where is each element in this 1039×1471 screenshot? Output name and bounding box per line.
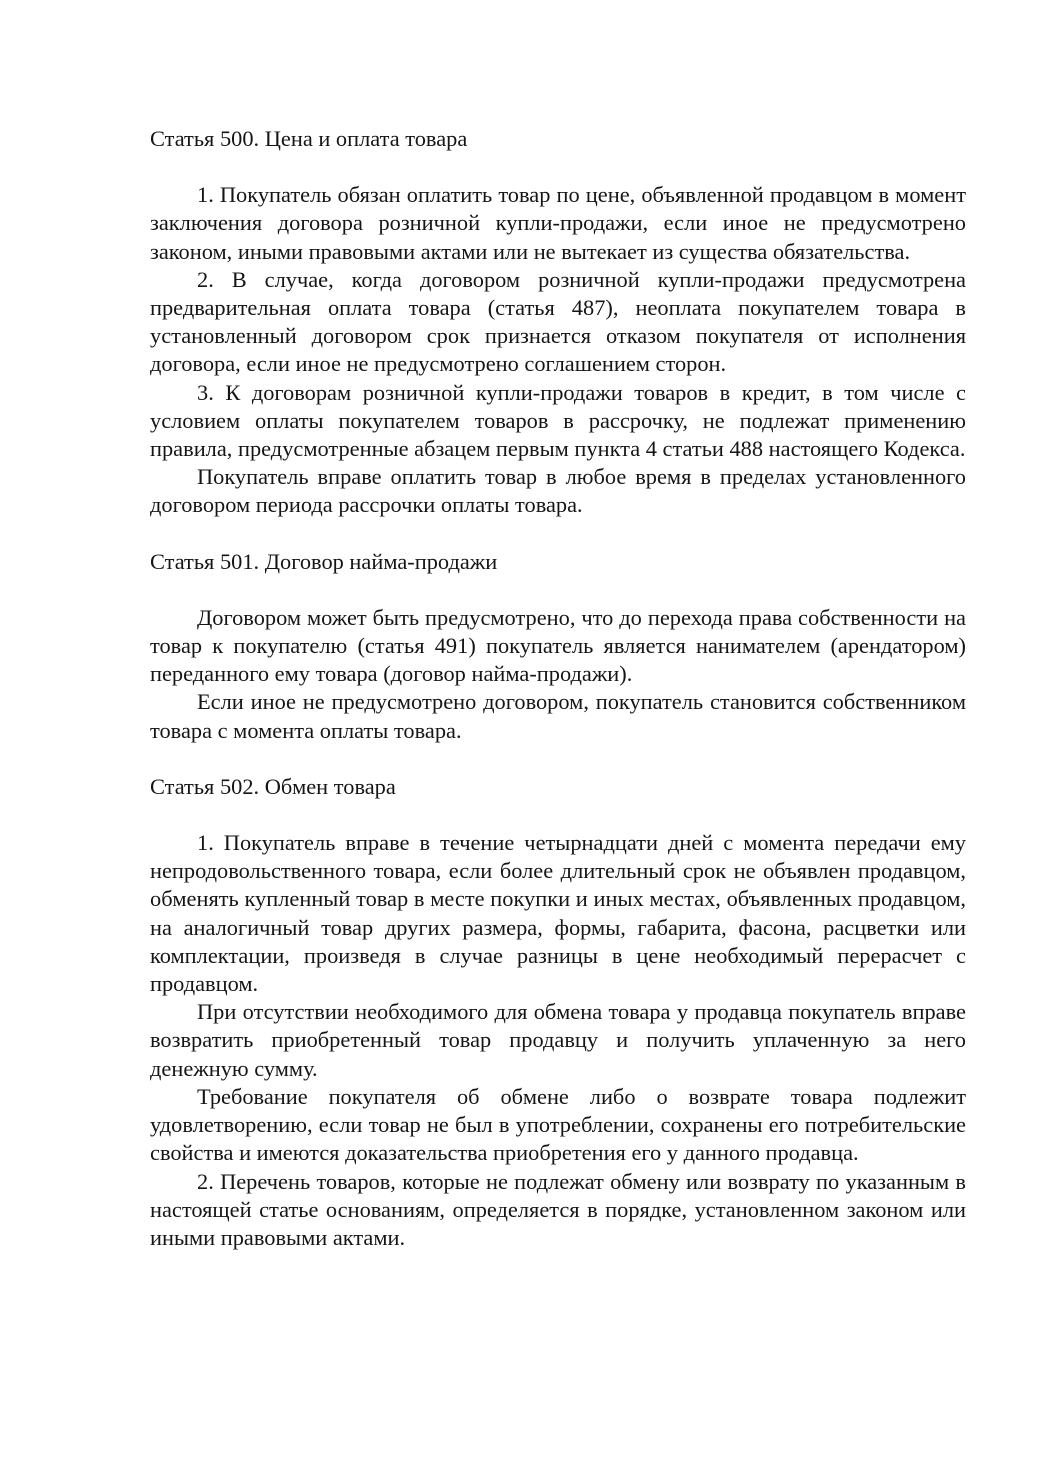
spacer xyxy=(150,576,966,604)
article-500 xyxy=(150,125,966,520)
article-501 xyxy=(150,548,966,745)
document-page xyxy=(150,125,966,1252)
spacer xyxy=(150,153,966,181)
article-paragraph: Договором может быть предусмотрено, что до перехода права собственности на товар к покупателю (статья 491) покупатель является нанимателем (арендатором) переданного ему товара (договор найма-продажи). xyxy=(150,604,966,687)
spacer xyxy=(150,801,966,829)
article-paragraph: Покупатель вправе оплатить товар в любое время в пределах установленного договором периода рассрочки оплаты товара. xyxy=(150,464,966,518)
spacer xyxy=(150,745,966,773)
article-paragraph: 3. К договорам розничной купли-продажи товаров в кредит, в том числе с условием оплаты покупателем товаров в рассрочку, не подлежат применению правила, предусмотренные абзацем первым пункта 4 статьи 488 настоящего Кодекса. xyxy=(150,379,966,462)
article-paragraph: Если иное не предусмотрено договором, покупатель становится собственником товара с момента оплаты товара. xyxy=(150,689,966,743)
article-paragraph: 2. В случае, когда договором розничной купли-продажи предусмотрена предварительная оплата товара (статья 487), неоплата покупателем товара в установленный договором срок признается отказом покупателя от исполнения договора, если иное не предусмотрено соглашением сторон. xyxy=(150,266,966,377)
article-title: Статья 501. Договор найма-продажи xyxy=(150,548,498,574)
article-paragraph: 1. Покупатель обязан оплатить товар по цене, объявленной продавцом в момент заключения договора розничной купли-продажи, если иное не предусмотрено законом, иными правовыми актами или не вытекает из существа обязательства. xyxy=(150,182,966,264)
article-paragraph: При отсутствии необходимого для обмена товара у продавца покупатель вправе возвратить приобретенный товар продавцу и получить уплаченную за него денежную сумму. xyxy=(150,999,966,1081)
article-502 xyxy=(150,773,966,1252)
article-paragraph: 2. Перечень товаров, которые не подлежат обмену или возврату по указанным в настоящей статье основаниям, определяется в порядке, установленном законом или иными правовыми актами. xyxy=(150,1168,966,1250)
article-title: Статья 500. Цена и оплата товара xyxy=(150,126,468,151)
article-paragraph: Требование покупателя об обмене либо о возврате товара подлежит удовлетворению, если товар не был в употреблении, сохранены его потребительские свойства и имеются доказательства приобретения его у данного продавца. xyxy=(150,1083,966,1166)
article-paragraph: 1. Покупатель вправе в течение четырнадцати дней с момента передачи ему непродовольственного товара, если более длительный срок не объявлен продавцом, обменять купленный товар в месте покупки и иных местах, объявленных продавцом, на аналогичный товар других размера, формы, габарита, фасона, расцветки или комплектации, произведя в случае разницы в цене необходимый перерасчет с продавцом. xyxy=(150,830,966,997)
article-title: Статья 502. Обмен товара xyxy=(150,773,396,799)
spacer xyxy=(150,520,966,548)
